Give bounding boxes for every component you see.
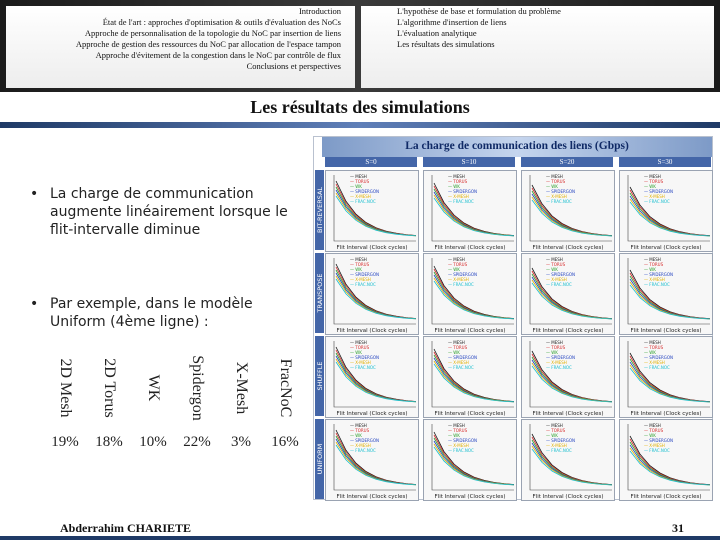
table-column [131,345,175,460]
table-cell: 19% [51,434,79,450]
legend-entry: — SPIDERGON [644,189,674,194]
simulation-figure [313,136,713,500]
x-axis-label: Flit Interval (Clock cycles) [532,328,604,334]
legend-entry: — SPIDERGON [448,189,478,194]
plot-panel [619,336,713,418]
plot-panel [423,170,517,252]
x-axis-label: Flit Interval (Clock cycles) [532,411,604,417]
legend-entry: — TORUS [644,428,664,433]
plot-legend [644,257,673,287]
plot-panel [619,253,713,335]
table-column [87,345,131,460]
legend-entry: — WK [644,350,656,355]
x-axis-label: Flit Interval (Clock cycles) [630,411,702,417]
slide-title: Les résultats des simulations [250,97,470,117]
legend-entry: — X-MESH [546,194,567,199]
legend-entry: — TORUS [448,262,468,267]
legend-entry: — TORUS [448,428,468,433]
table-header: FracNoC [277,358,294,417]
legend-entry: — TORUS [546,428,566,433]
s-header: S=20 [521,157,613,167]
legend-entry: — WK [350,267,362,272]
series-line [532,366,612,402]
x-axis-label: Flit Interval (Clock cycles) [630,328,702,334]
legend-entry: — FRAC.NOC [350,365,376,370]
legend-entry: — TORUS [644,179,664,184]
legend-entry: — MESH [350,174,367,179]
x-axis-label: Flit Interval (Clock cycles) [336,411,408,417]
table-cell: 22% [183,434,211,450]
figure-title: La charge de communication des liens (Gbps) [405,140,629,152]
plot-legend [350,257,379,287]
legend-entry: — WK [350,433,362,438]
legend-entry: — WK [448,433,460,438]
nav-item-state-of-art[interactable]: État de l'art : approches d'optimisation & outils d'évaluation des NoCs [102,17,341,27]
legend-entry: — X-MESH [644,443,665,448]
table-cell: 16% [271,434,299,450]
legend-entry: — FRAC.NOC [448,282,474,287]
plot-panel [521,253,615,335]
plot-legend [448,174,477,204]
row-label: BIT-REVERSAL [315,170,324,250]
legend-entry: — SPIDERGON [350,272,380,277]
plot-legend [448,340,477,370]
legend-entry: — TORUS [350,262,370,267]
legend-entry: — MESH [644,423,661,428]
series-line [630,282,710,319]
legend-entry: — WK [350,350,362,355]
legend-entry: — FRAC.NOC [448,448,474,453]
plot-legend [644,423,673,453]
legend-entry: — MESH [448,174,465,179]
legend-entry: — WK [546,267,558,272]
legend-entry: — SPIDERGON [644,272,674,277]
legend-entry: — X-MESH [350,360,371,365]
table-column [175,345,219,460]
legend-entry: — TORUS [546,345,566,350]
legend-entry: — SPIDERGON [546,438,576,443]
legend-entry: — SPIDERGON [644,355,674,360]
nav-subitem-results[interactable]: Les résultats des simulations [397,39,495,49]
legend-entry: — FRAC.NOC [644,199,670,204]
legend-entry: — TORUS [546,179,566,184]
plot-panel [521,419,615,501]
legend-entry: — TORUS [448,345,468,350]
table-header: 2D Torus [101,357,118,418]
plot-legend [546,423,575,453]
legend-entry: — FRAC.NOC [448,199,474,204]
legend-entry: — MESH [350,423,367,428]
legend-entry: — FRAC.NOC [644,282,670,287]
x-axis-label: Flit Interval (Clock cycles) [336,494,408,500]
table-cell: 3% [231,434,251,450]
legend-entry: — MESH [644,257,661,262]
nav-subitem-hypothesis[interactable]: L'hypothèse de base et formulation du problème [397,6,561,16]
plot-legend [546,257,575,287]
series-line [630,448,710,485]
plot-panel [423,336,517,418]
legend-entry: — WK [644,433,656,438]
x-axis-label: Flit Interval (Clock cycles) [434,245,506,251]
table-column [219,345,263,460]
table-column [43,345,87,460]
legend-entry: — FRAC.NOC [546,448,572,453]
legend-entry: — X-MESH [644,194,665,199]
x-axis-label: Flit Interval (Clock cycles) [434,328,506,334]
legend-entry: — WK [644,267,656,272]
plot-panel [325,419,419,501]
table-header: Spidergon [189,354,206,421]
legend-entry: — WK [546,433,558,438]
legend-entry: — SPIDERGON [350,355,380,360]
legend-entry: — MESH [448,423,465,428]
x-axis-label: Flit Interval (Clock cycles) [532,245,604,251]
table-header: WK [145,374,162,401]
legend-entry: — WK [644,184,656,189]
legend-entry: — MESH [448,340,465,345]
legend-entry: — TORUS [350,428,370,433]
legend-entry: — MESH [350,257,367,262]
legend-entry: — WK [546,184,558,189]
legend-entry: — WK [546,350,558,355]
plot-panel [521,170,615,252]
plot-panel [325,336,419,418]
legend-entry: — FRAC.NOC [350,448,376,453]
bullet-text: Par exemple, dans le modèle Uniform (4ème ligne) : [50,296,253,330]
table-header: X-Mesh [233,361,250,414]
plot-panel [423,253,517,335]
legend-entry: — X-MESH [448,360,469,365]
x-axis-label: Flit Interval (Clock cycles) [434,494,506,500]
x-axis-label: Flit Interval (Clock cycles) [630,494,702,500]
plot-legend [448,423,477,453]
row-label: TRANSPOSE [315,253,324,333]
legend-entry: — MESH [644,340,661,345]
legend-entry: — X-MESH [448,277,469,282]
row-label: SHUFFLE [315,336,324,416]
bullet-icon: • [30,296,39,312]
series-line [532,200,612,236]
plot-panel [423,419,517,501]
legend-entry: — FRAC.NOC [644,448,670,453]
bullet-point [30,295,290,331]
author-name: Abderrahim CHARIETE [60,521,192,535]
legend-entry: — X-MESH [448,194,469,199]
page-number: 31 [672,521,684,535]
plot-legend [350,340,379,370]
legend-entry: — SPIDERGON [546,189,576,194]
legend-entry: — TORUS [546,262,566,267]
figure-title-bar [322,137,712,157]
legend-entry: — X-MESH [448,443,469,448]
table-header: 2D Mesh [57,357,74,418]
nav-item-congestion-approach[interactable]: Approche d'évitement de la congestion dans le NoC par contrôle de flux [95,50,341,60]
x-axis-label: Flit Interval (Clock cycles) [336,328,408,334]
nav-subitem-algorithm[interactable]: L'algorithme d'insertion de liens [397,17,507,27]
legend-entry: — X-MESH [644,360,665,365]
plot-legend [350,423,379,453]
legend-entry: — FRAC.NOC [546,365,572,370]
legend-entry: — X-MESH [546,443,567,448]
s-header: S=0 [325,157,417,167]
legend-entry: — SPIDERGON [350,189,380,194]
legend-entry: — X-MESH [546,360,567,365]
legend-entry: — MESH [350,340,367,345]
legend-entry: — SPIDERGON [448,272,478,277]
plot-legend [546,340,575,370]
plot-legend [644,174,673,204]
legend-entry: — MESH [644,174,661,179]
x-axis-label: Flit Interval (Clock cycles) [336,245,408,251]
title-divider [0,122,720,128]
legend-entry: — MESH [546,257,563,262]
nav-item-introduction[interactable]: Introduction [298,6,341,16]
legend-entry: — WK [448,184,460,189]
row-label: UNIFORM [315,419,324,499]
bullet-point [30,185,300,239]
legend-entry: — MESH [546,423,563,428]
x-axis-label: Flit Interval (Clock cycles) [434,411,506,417]
legend-entry: — FRAC.NOC [644,365,670,370]
legend-entry: — TORUS [448,179,468,184]
table-cell: 18% [95,434,123,450]
plot-panel [619,170,713,252]
footer-bar [0,536,720,540]
legend-entry: — MESH [448,257,465,262]
series-line [630,199,710,236]
legend-entry: — WK [448,267,460,272]
legend-entry: — TORUS [644,345,664,350]
header-bar [0,0,720,92]
plot-legend [448,257,477,287]
legend-entry: — X-MESH [350,194,371,199]
legend-entry: — TORUS [350,179,370,184]
legend-entry: — MESH [546,340,563,345]
legend-entry: — WK [448,350,460,355]
legend-entry: — X-MESH [644,277,665,282]
plot-legend [546,174,575,204]
legend-entry: — FRAC.NOC [546,282,572,287]
plot-panel [521,336,615,418]
legend-entry: — X-MESH [546,277,567,282]
legend-entry: — FRAC.NOC [448,365,474,370]
series-line [532,449,612,485]
plot-legend [644,340,673,370]
s-header: S=30 [619,157,711,167]
legend-entry: — FRAC.NOC [350,199,376,204]
legend-entry: — SPIDERGON [350,438,380,443]
legend-entry: — FRAC.NOC [546,199,572,204]
legend-entry: — X-MESH [350,443,371,448]
legend-entry: — SPIDERGON [546,272,576,277]
legend-entry: — FRAC.NOC [350,282,376,287]
plot-panel [325,170,419,252]
nav-item-buffer-approach[interactable]: Approche de gestion des ressources du NoC par allocation de l'espace tampon [75,39,341,49]
legend-entry: — X-MESH [350,277,371,282]
s-header-row [325,157,711,168]
table-column [263,345,307,460]
outline-nav-left [6,6,355,88]
nav-item-topology-approach[interactable]: Approche de personnalisation de la topologie du NoC par insertion de liens [84,28,341,38]
legend-entry: — TORUS [644,262,664,267]
series-line [630,365,710,402]
legend-entry: — TORUS [350,345,370,350]
plot-panel [619,419,713,501]
x-axis-label: Flit Interval (Clock cycles) [630,245,702,251]
bullet-text: La charge de communication augmente linéairement lorsque le flit-intervalle diminue [50,186,288,238]
legend-entry: — MESH [546,174,563,179]
plot-panel [325,253,419,335]
nav-item-conclusions[interactable]: Conclusions et perspectives [246,61,341,71]
series-line [532,283,612,319]
nav-subitem-analytic[interactable]: L'évaluation analytique [397,28,477,38]
legend-entry: — SPIDERGON [546,355,576,360]
plot-legend [350,174,379,204]
legend-entry: — WK [350,184,362,189]
x-axis-label: Flit Interval (Clock cycles) [532,494,604,500]
outline-nav-right [361,6,714,88]
legend-entry: — SPIDERGON [448,355,478,360]
table-cell: 10% [139,434,167,450]
legend-entry: — SPIDERGON [448,438,478,443]
legend-entry: — SPIDERGON [644,438,674,443]
bullet-icon: • [30,186,39,202]
s-header: S=10 [423,157,515,167]
